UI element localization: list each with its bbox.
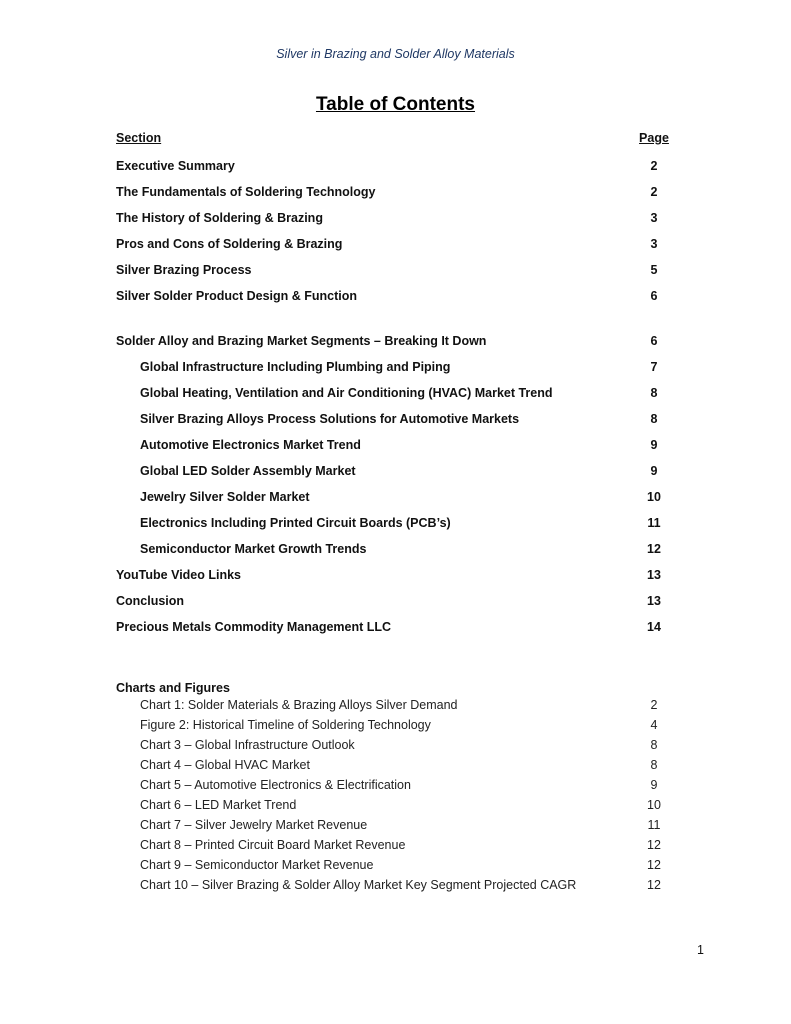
toc-entry[interactable]	[116, 211, 669, 229]
toc-entry[interactable]	[116, 594, 669, 612]
toc-entry[interactable]	[116, 620, 669, 638]
toc-entry-page: 6	[650, 289, 658, 303]
toc-entry[interactable]	[116, 289, 669, 307]
chart-list-item[interactable]	[140, 718, 669, 735]
toc-entry-page: 13	[647, 568, 661, 582]
toc-entry-label: The History of Soldering & Brazing	[116, 211, 323, 225]
chart-list-page: 8	[650, 758, 658, 772]
toc-entry-label: YouTube Video Links	[116, 568, 242, 582]
toc-entry-label: Global Heating, Ventilation and Air Conditioning (HVAC) Market Trend	[140, 386, 553, 400]
chart-list-label: Chart 6 – LED Market Trend	[140, 798, 297, 812]
toc-entry[interactable]	[116, 159, 669, 177]
toc-subentry[interactable]	[140, 360, 669, 378]
page-column-header: Page	[639, 131, 669, 145]
toc-entry[interactable]	[116, 263, 669, 281]
toc-entry-page: 5	[650, 263, 658, 277]
toc-entry-page: 12	[647, 542, 661, 556]
chart-list-item[interactable]	[140, 738, 669, 755]
toc-subentry[interactable]	[140, 412, 669, 430]
toc-entry-page: 3	[650, 211, 658, 225]
chart-list-item[interactable]	[140, 798, 669, 815]
chart-list-label: Chart 5 – Automotive Electronics & Electrification	[140, 778, 411, 792]
toc-entry-page: 2	[650, 185, 658, 199]
chart-list-page: 2	[650, 698, 658, 712]
toc-entry[interactable]	[116, 237, 669, 255]
chart-list-item[interactable]	[140, 878, 669, 895]
chart-list-item[interactable]	[140, 838, 669, 855]
toc-entry-label: Silver Brazing Alloys Process Solutions for Automotive Markets	[140, 412, 520, 426]
toc-entry-page: 3	[650, 237, 658, 251]
running-header: Silver in Brazing and Solder Alloy Materials	[276, 47, 515, 61]
toc-entry[interactable]	[116, 185, 669, 203]
toc-entry-page: 10	[647, 490, 661, 504]
page-title: Table of Contents	[315, 94, 476, 115]
toc-entry-page: 7	[650, 360, 658, 374]
toc-entry-page: 6	[650, 334, 658, 348]
toc-subentry[interactable]	[140, 438, 669, 456]
chart-list-item[interactable]	[140, 698, 669, 715]
chart-list-page: 12	[647, 858, 661, 872]
toc-entry-label: Executive Summary	[116, 159, 235, 173]
chart-list-page: 12	[647, 838, 661, 852]
toc-entry-label: Solder Alloy and Brazing Market Segments – Breaking It Down	[116, 334, 487, 348]
toc-entry-label: Silver Solder Product Design & Function	[116, 289, 358, 303]
chart-list-label: Figure 2: Historical Timeline of Soldering Technology	[140, 718, 431, 732]
chart-list-label: Chart 1: Solder Materials & Brazing Alloys Silver Demand	[140, 698, 458, 712]
toc-entry-page: 13	[647, 594, 661, 608]
toc-entry-label: Conclusion	[116, 594, 185, 608]
chart-list-item[interactable]	[140, 858, 669, 875]
toc-entry-page: 9	[650, 438, 658, 452]
toc-entry-label: Global LED Solder Assembly Market	[140, 464, 356, 478]
chart-list-label: Chart 4 – Global HVAC Market	[140, 758, 310, 772]
page-number: 1	[697, 943, 704, 957]
chart-list-page: 12	[647, 878, 661, 892]
toc-column-headers	[116, 131, 669, 149]
chart-list-label: Chart 8 – Printed Circuit Board Market Revenue	[140, 838, 406, 852]
toc-entry-page: 11	[647, 516, 661, 530]
chart-list-item[interactable]	[140, 818, 669, 835]
charts-figures-heading: Charts and Figures	[116, 681, 230, 695]
toc-entry-label: Semiconductor Market Growth Trends	[140, 542, 367, 556]
chart-list-page: 4	[650, 718, 658, 732]
chart-list-label: Chart 9 – Semiconductor Market Revenue	[140, 858, 374, 872]
toc-subentry[interactable]	[140, 464, 669, 482]
chart-list-page: 9	[650, 778, 658, 792]
toc-entry-label: Silver Brazing Process	[116, 263, 252, 277]
toc-subentry[interactable]	[140, 516, 669, 534]
toc-subentry[interactable]	[140, 386, 669, 404]
toc-subentry[interactable]	[140, 490, 669, 508]
chart-list-label: Chart 7 – Silver Jewelry Market Revenue	[140, 818, 368, 832]
toc-entry-label: Automotive Electronics Market Trend	[140, 438, 361, 452]
toc-entry-label: Precious Metals Commodity Management LLC	[116, 620, 392, 634]
toc-entry[interactable]	[116, 334, 669, 352]
section-column-header: Section	[116, 131, 162, 145]
toc-entry-page: 2	[650, 159, 658, 173]
chart-list-page: 11	[647, 818, 661, 832]
toc-entry-label: Electronics Including Printed Circuit Boards (PCB’s)	[140, 516, 451, 530]
chart-list-item[interactable]	[140, 758, 669, 775]
toc-entry-label: Pros and Cons of Soldering & Brazing	[116, 237, 343, 251]
toc-subentry[interactable]	[140, 542, 669, 560]
toc-entry-page: 9	[650, 464, 658, 478]
chart-list-page: 8	[650, 738, 658, 752]
toc-entry[interactable]	[116, 568, 669, 586]
toc-entry-label: The Fundamentals of Soldering Technology	[116, 185, 376, 199]
chart-list-label: Chart 10 – Silver Brazing & Solder Alloy Market Key Segment Projected CAGR	[140, 878, 577, 892]
chart-list-item[interactable]	[140, 778, 669, 795]
toc-entry-label: Jewelry Silver Solder Market	[140, 490, 310, 504]
toc-entry-page: 14	[647, 620, 661, 634]
toc-entry-page: 8	[650, 386, 658, 400]
chart-list-page: 10	[647, 798, 661, 812]
toc-entry-page: 8	[650, 412, 658, 426]
chart-list-label: Chart 3 – Global Infrastructure Outlook	[140, 738, 355, 752]
toc-entry-label: Global Infrastructure Including Plumbing and Piping	[140, 360, 451, 374]
